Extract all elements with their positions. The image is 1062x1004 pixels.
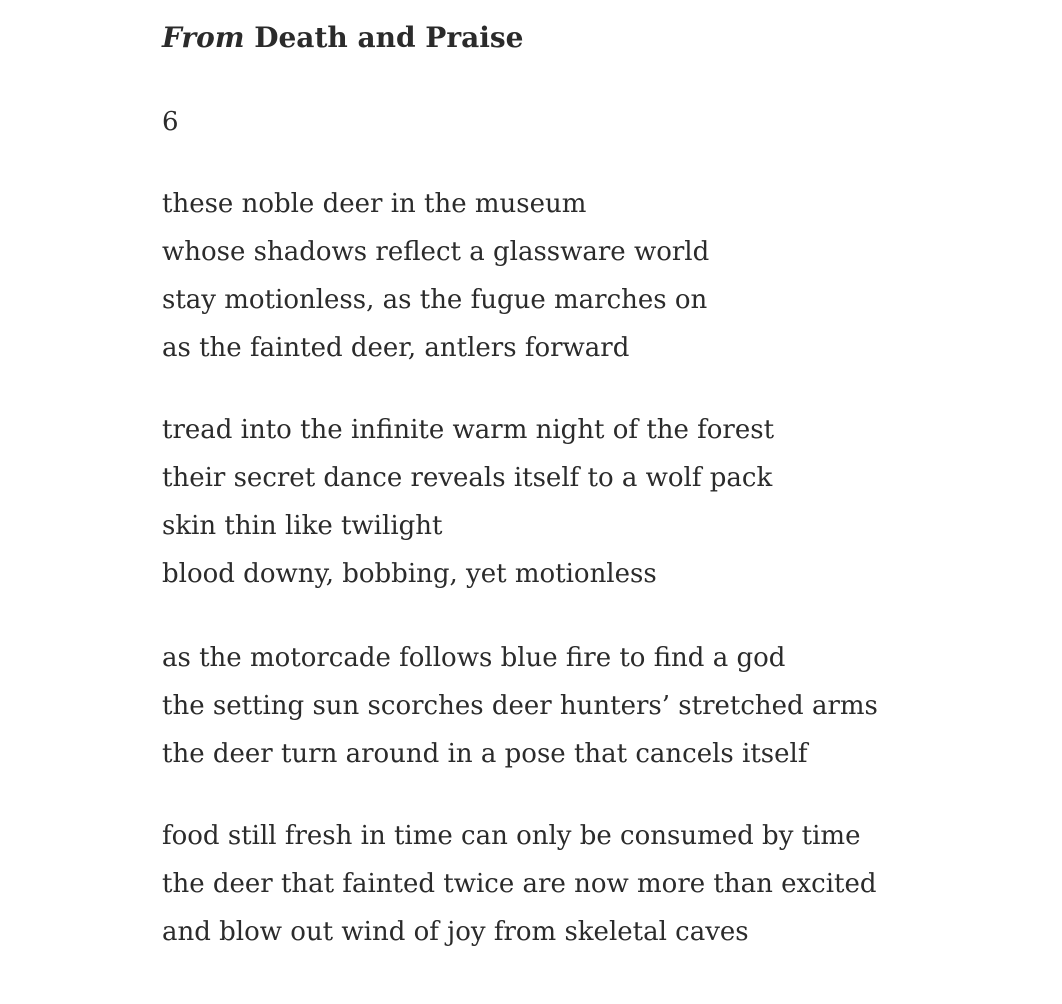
title-prefix: From [162, 21, 245, 54]
poem [162, 18, 1042, 947]
poem-line: food still fresh in time can only be consumed by time [162, 821, 861, 851]
poem-line: tread into the infinite warm night of the forest [162, 415, 775, 445]
section-number: 6 [162, 107, 179, 137]
poem-line: their secret dance reveals itself to a wolf pack [162, 463, 773, 493]
poem-line: the deer that fainted twice are now more than excited [162, 869, 877, 899]
title-main: Death and Praise [254, 21, 524, 54]
poem-line: these noble deer in the museum [162, 189, 587, 219]
stanza-3 [162, 634, 878, 778]
poem-line: skin thin like twilight [162, 511, 443, 541]
stanza-2 [162, 406, 774, 598]
poem-line: stay motionless, as the fugue marches on [162, 285, 708, 315]
stanza-4 [162, 812, 877, 956]
poem-title [162, 18, 1042, 58]
poem-line: as the motorcade follows blue fire to find a god [162, 643, 786, 673]
stanza-1 [162, 180, 709, 372]
poem-line: and blow out wind of joy from skeletal caves [162, 917, 749, 947]
poem-line: the deer turn around in a pose that cancels itself [162, 739, 808, 769]
poem-line: the setting sun scorches deer hunters’ stretched arms [162, 691, 878, 721]
poem-line: whose shadows reflect a glassware world [162, 237, 710, 267]
poem-line: blood downy, bobbing, yet motionless [162, 559, 657, 589]
poem-line: as the fainted deer, antlers forward [162, 333, 630, 363]
